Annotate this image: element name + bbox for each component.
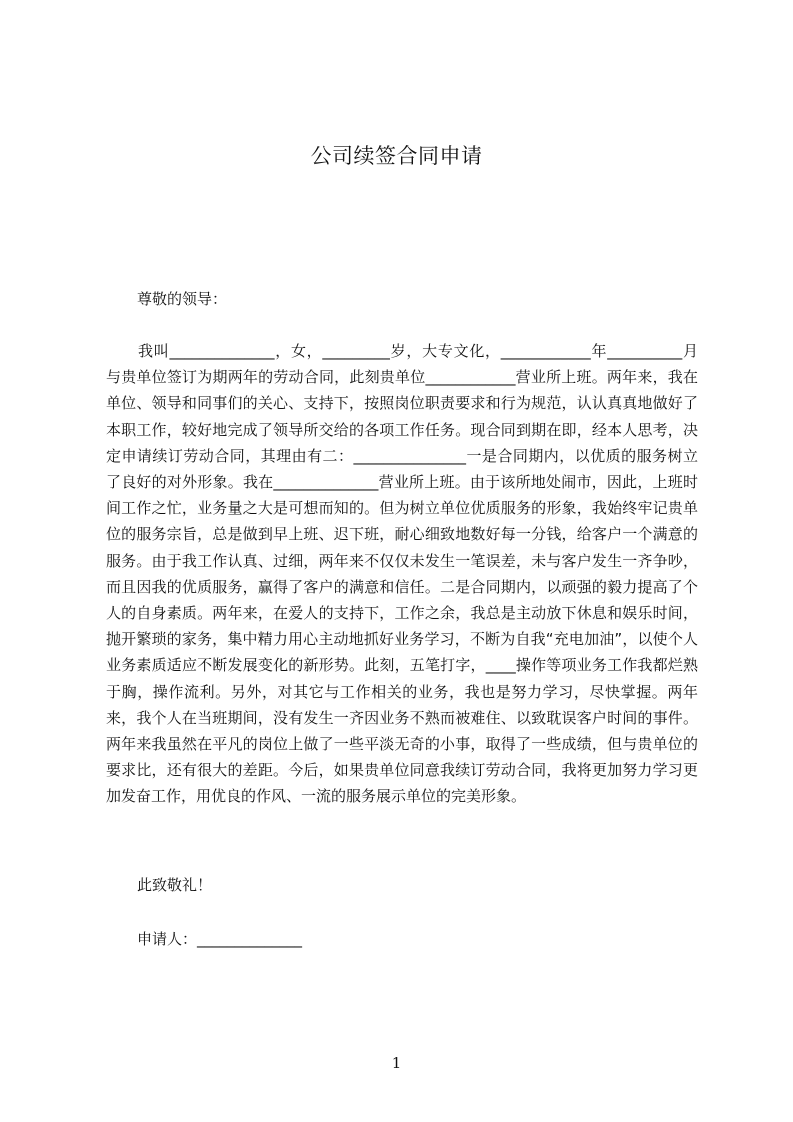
applicant-signature-line: 申请人：______________: [137, 930, 303, 948]
body-paragraph: 我叫______________，女，_________岁，大专文化，____________年__________月与贵单位签订为期两年的劳动合同，此刻贵单位____________营业所上班。两年来，我在单位、领导和同事们的关心、支持下，按照岗位职责要求和行为规范，认认真真地做好了本职工作，较好地完成了领导所交给的各项工作任务。现合同到期在即，经本人思考，决定申请续订劳动合同，其理由有二：_______________一是合同期内，以优质的服务树立了良好的对外形象。我在______________营业所上班。由于该所地处闹市，因此，上班时间工作之忙，业务量之大是可想而知的。但为树立单位优质服务的形象，我始终牢记贵单位的服务宗旨，总是做到早上班、迟下班，耐心细致地数好每一分钱，给客户一个满意的服务。由于我工作认真、过细，两年来不仅仅未发生一笔误差，未与客户发生一齐争吵，而且因我的优质服务，赢得了客户的满意和信任。二是合同期内，以顽强的毅力提高了个人的自身素质。两年来，在爱人的支持下，工作之余，我总是主动放下休息和娱乐时间，抛开繁琐的家务，集中精力用心主动地抓好业务学习，不断为自我“充电加油”，以使个人业务素质适应不断发展变化的新形势。此刻，五笔打字，____操作等项业务工作我都烂熟于胸，操作流利。另外，对其它与工作相关的业务，我也是努力学习，尽快掌握。两年来，我个人在当班期间，没有发生一齐因业务不熟而被难住、以致耽误客户时间的事件。两年来我虽然在平凡的岗位上做了一些平淡无奇的小事，取得了一些成绩，但与贵单位的要求比，还有很大的差距。今后，如果贵单位同意我续订劳动合同，我将更加努力学习更加发奋工作，用优良的作风、一流的服务展示单位的完美形象。: [106, 342, 698, 806]
document-title: 公司续签合同申请: [310, 144, 483, 168]
page-number: 1: [391, 1054, 402, 1072]
closing-line: 此致敬礼！: [137, 876, 213, 894]
salutation: 尊敬的领导：: [137, 290, 228, 308]
